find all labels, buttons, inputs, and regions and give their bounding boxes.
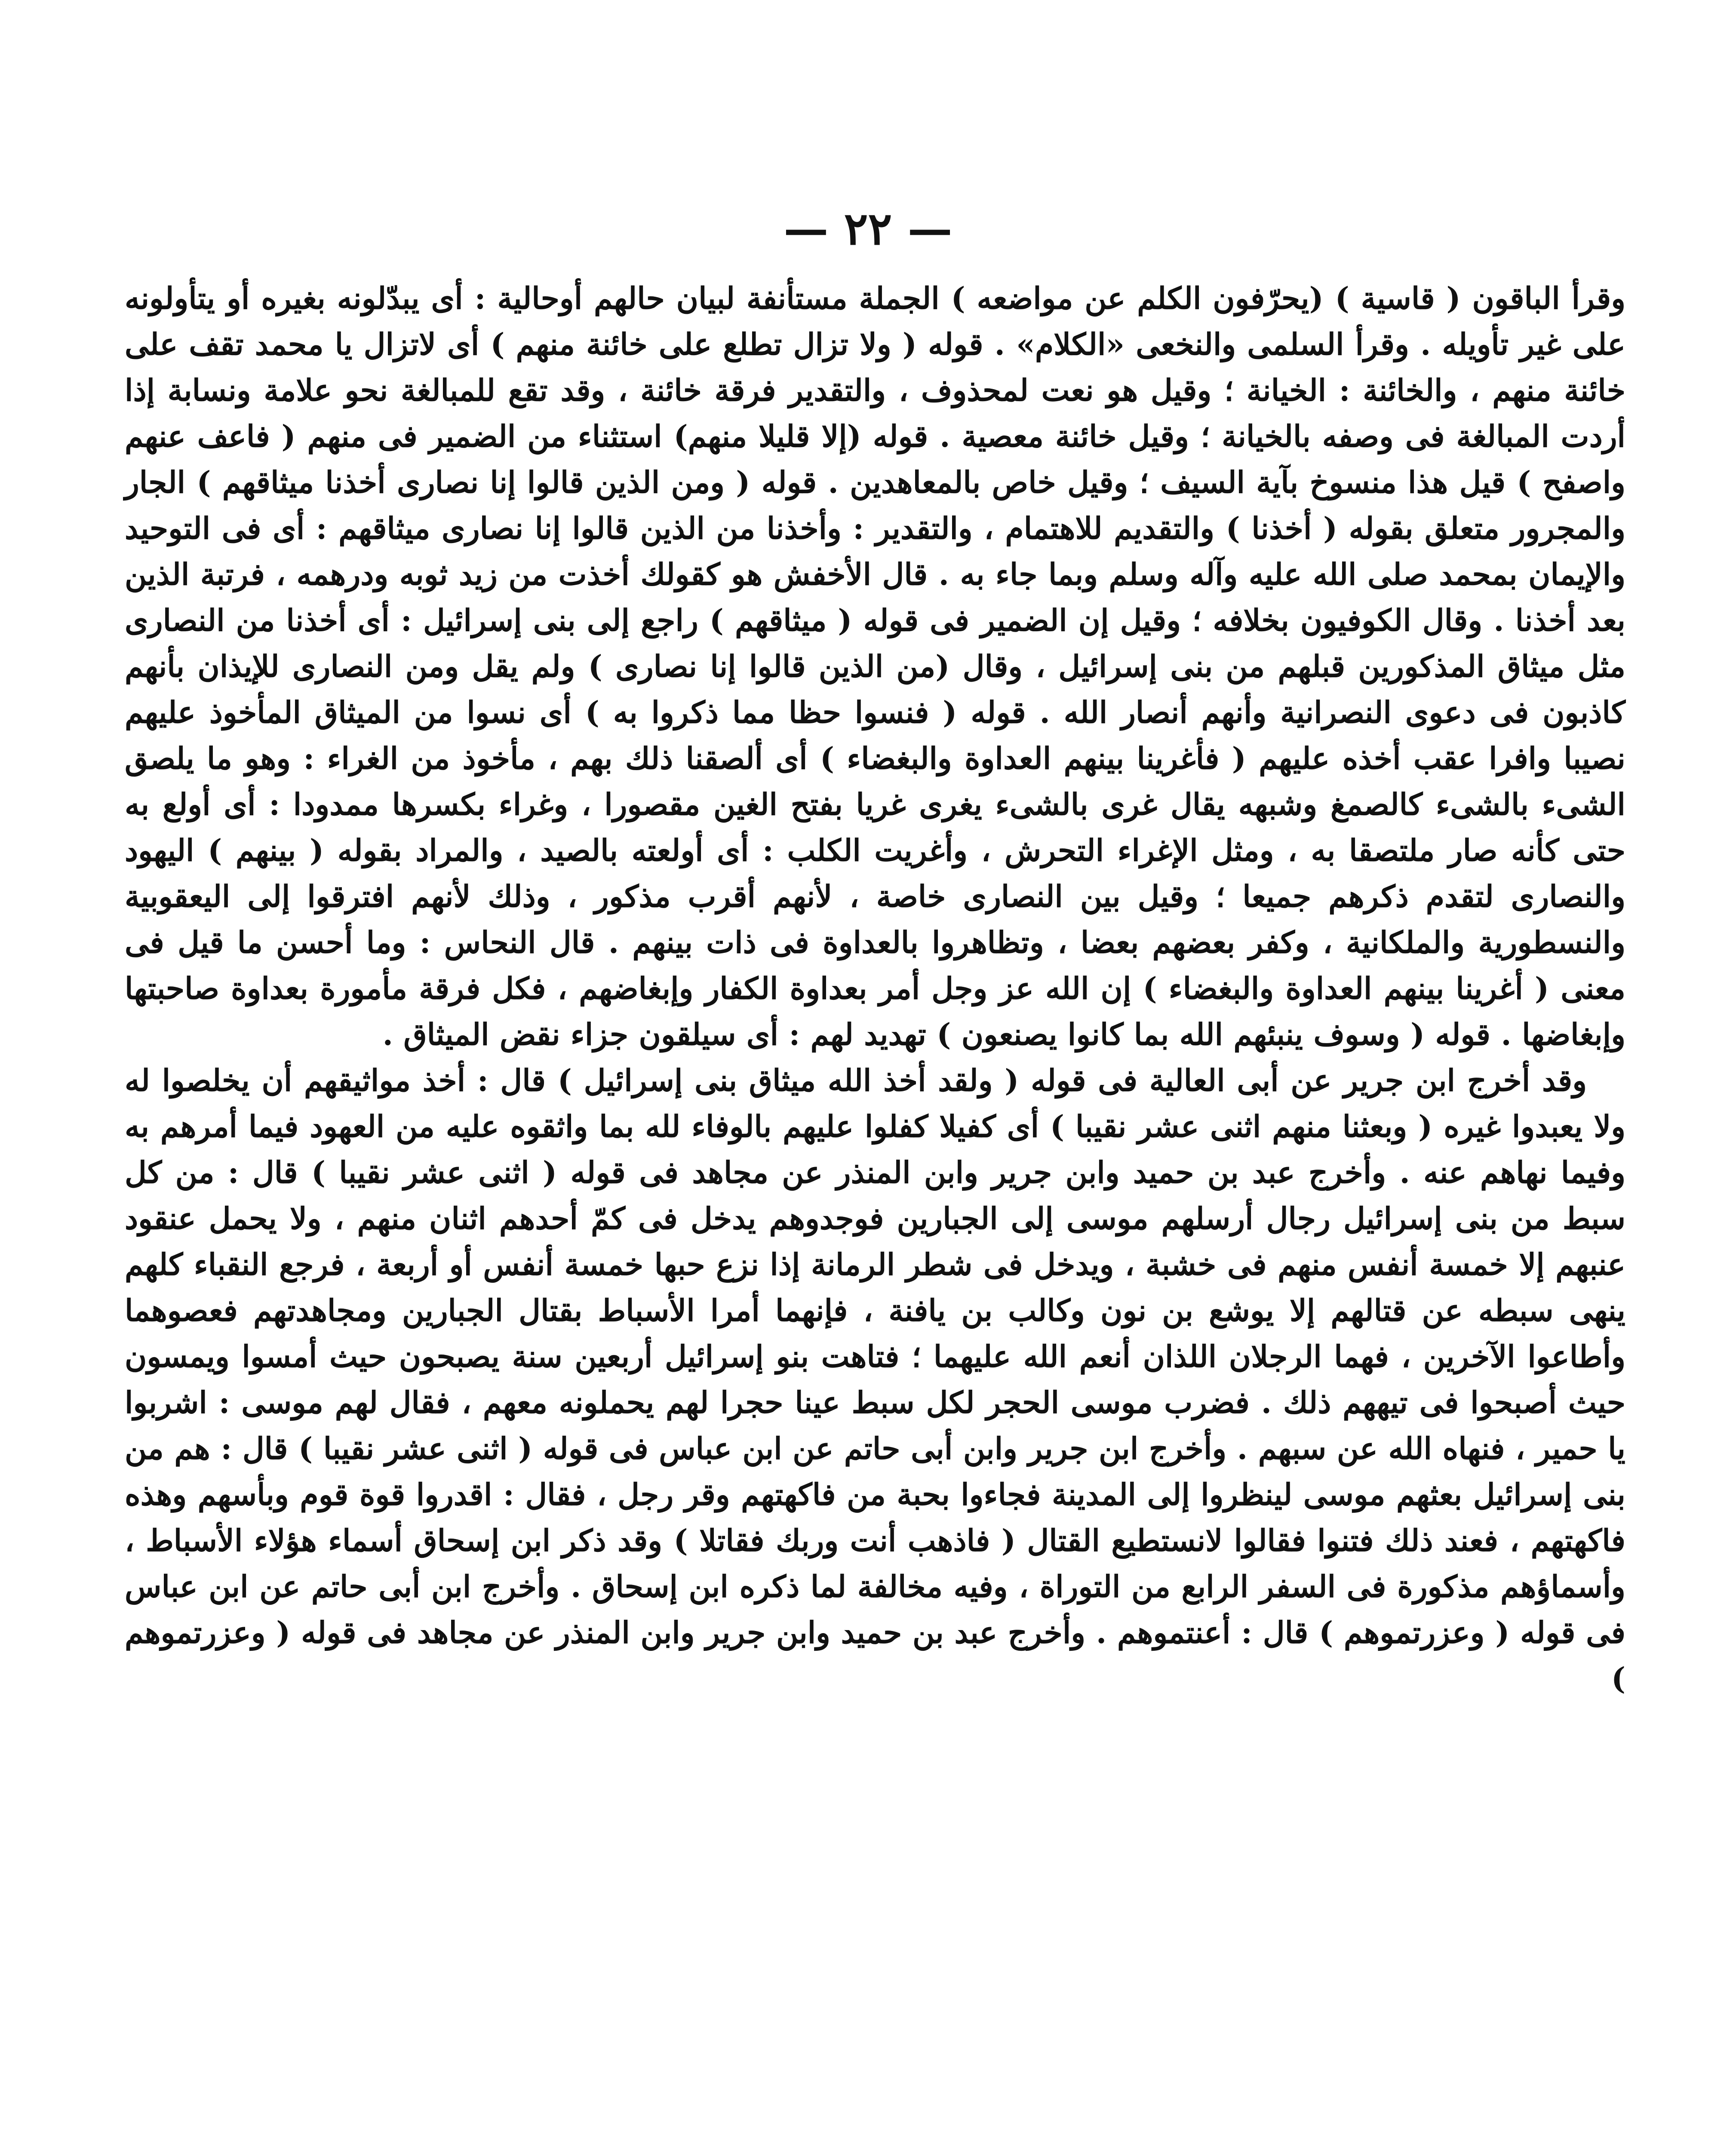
paragraph-narrations: وقد أخرج ابن جرير عن أبى العالية فى قوله ( ولقد أخذ الله ميثاق بنى إسرائيل ) قال : أخذ مواثيقهم أن يخلصوا له ولا يعبدوا غيره ( وبعثنا منهم اثنى عشر نقيبا ) أى كفيلا كفلوا عليهم بالوفاء لله بما واثقوه عليه من العهود فيما أمرهم به وفيما نهاهم عنه . وأخرج عبد بن حميد وابن جرير وابن المنذر عن مجاهد فى قوله ( اثنى عشر نقيبا ) قال : من كل سبط من بنى إسرائيل رجال أرسلهم موسى إلى الجبارين فوجدوهم يدخل فى كمّ أحدهم اثنان منهم ، ولا يحمل عنقود عنبهم إلا خمسة أنفس منهم فى خشبة ، ويدخل فى شطر الرمانة إذا نزع حبها خمسة أنفس أو أربعة ، فرجع النقباء كلهم ينهى سبطه عن قتالهم إلا يوشع بن نون وكالب بن يافنة ، فإنهما أمرا الأسباط بقتال الجبارين ومجاهدتهم فعصوهما وأطاعوا الآخرين ، فهما الرجلان اللذان أنعم الله عليهما ؛ فتاهت بنو إسرائيل أربعين سنة يصبحون حيث أمسوا ويمسون حيث أصبحوا فى تيههم ذلك . فضرب موسى الحجر لكل سبط عينا حجرا لهم يحملونه معهم ، فقال لهم موسى : اشربوا يا حمير ، فنهاه الله عن سبهم . وأخرج ابن جرير وابن أبى حاتم عن ابن عباس فى قوله ( اثنى عشر نقيبا ) قال : هم من بنى إسرائيل بعثهم موسى لينظروا إلى المدينة فجاءوا بحبة من فاكهتهم وقر رجل ، فقال : اقدروا قوة قوم وبأسهم وهذه فاكهتهم ، فعند ذلك فتنوا فقالوا لانستطيع القتال ( فاذهب أنت وربك فقاتلا ) وقد ذكر ابن إسحاق أسماء هؤلاء الأسباط ، وأسماؤهم مذكورة فى السفر الرابع من التوراة ، وفيه مخالفة لما ذكره ابن إسحاق . وأخرج ابن أبى حاتم عن ابن عباس فى قوله ( وعزرتموهم ) قال : أعنتموهم . وأخرج عبد بن حميد وابن جرير وابن المنذر عن مجاهد فى قوله ( وعزرتموهم ) bbox=[125, 1063, 1625, 1696]
page-number: — ٢٢ — bbox=[784, 202, 952, 255]
paragraph-tafsir: وقرأ الباقون ( قاسية ) (يحرّفون الكلم عن مواضعه ) الجملة مستأنفة لبيان حالهم أوحالية : أى يبدّلونه بغيره أو يتأولونه على غير تأويله . وقرأ السلمى والنخعى «الكلام» . قوله ( ولا تزال تطلع على خائنة منهم ) أى لاتزال يا محمد تقف على خائنة منهم ، والخائنة : الخيانة ؛ وقيل هو نعت لمحذوف ، والتقدير فرقة خائنة ، وقد تقع للمبالغة نحو علامة ونسابة إذا أردت المبالغة فى وصفه بالخيانة ؛ وقيل خائنة معصية . قوله (إلا قليلا منهم) استثناء من الضمير فى منهم ( فاعف عنهم واصفح ) قيل هذا منسوخ بآية السيف ؛ وقيل خاص بالمعاهدين . قوله ( ومن الذين قالوا إنا نصارى أخذنا ميثاقهم ) الجار والمجرور متعلق بقوله ( أخذنا ) والتقديم للاهتمام ، والتقدير : وأخذنا من الذين قالوا إنا نصارى ميثاقهم : أى فى التوحيد والإيمان بمحمد صلى الله عليه وآله وسلم وبما جاء به . قال الأخفش هو كقولك أخذت من زيد ثوبه ودرهمه ، فرتبة الذين بعد أخذنا . وقال الكوفيون بخلافه ؛ وقيل إن الضمير فى قوله ( ميثاقهم ) راجع إلى بنى إسرائيل : أى أخذنا من النصارى مثل ميثاق المذكورين قبلهم من بنى إسرائيل ، وقال (من الذين قالوا إنا نصارى ) ولم يقل ومن النصارى للإيذان بأنهم كاذبون فى دعوى النصرانية وأنهم أنصار الله . قوله ( فنسوا حظا مما ذكروا به ) أى نسوا من الميثاق المأخوذ عليهم نصيبا وافرا عقب أخذه عليهم ( فأغرينا بينهم العداوة والبغضاء ) أى ألصقنا ذلك بهم ، مأخوذ من الغراء : وهو ما يلصق الشىء بالشىء كالصمغ وشبهه يقال غرى بالشىء يغرى غريا بفتح الغين مقصورا ، وغراء بكسرها ممدودا : أى أولع به حتى كأنه صار ملتصقا به ، ومثل الإغراء التحرش ، وأغريت الكلب : أى أولعته بالصيد ، والمراد بقوله ( بينهم ) اليهود والنصارى لتقدم ذكرهم جميعا ؛ وقيل بين النصارى خاصة ، لأنهم أقرب مذكور ، وذلك لأنهم افترقوا إلى اليعقوبية والنسطورية والملكانية ، وكفر بعضهم بعضا ، وتظاهروا بالعداوة فى ذات بينهم . قال النحاس : وما أحسن ما قيل فى معنى ( أغرينا بينهم العداوة والبغضاء ) إن الله عز وجل أمر بعداوة الكفار وإبغاضهم ، فكل فرقة مأمورة بعداوة صاحبتها وإبغاضها . قوله ( وسوف ينبئهم الله بما كانوا يصنعون ) تهديد لهم : أى سيلقون جزاء نقض الميثاق . bbox=[125, 280, 1626, 1052]
body-text bbox=[125, 275, 1625, 1702]
